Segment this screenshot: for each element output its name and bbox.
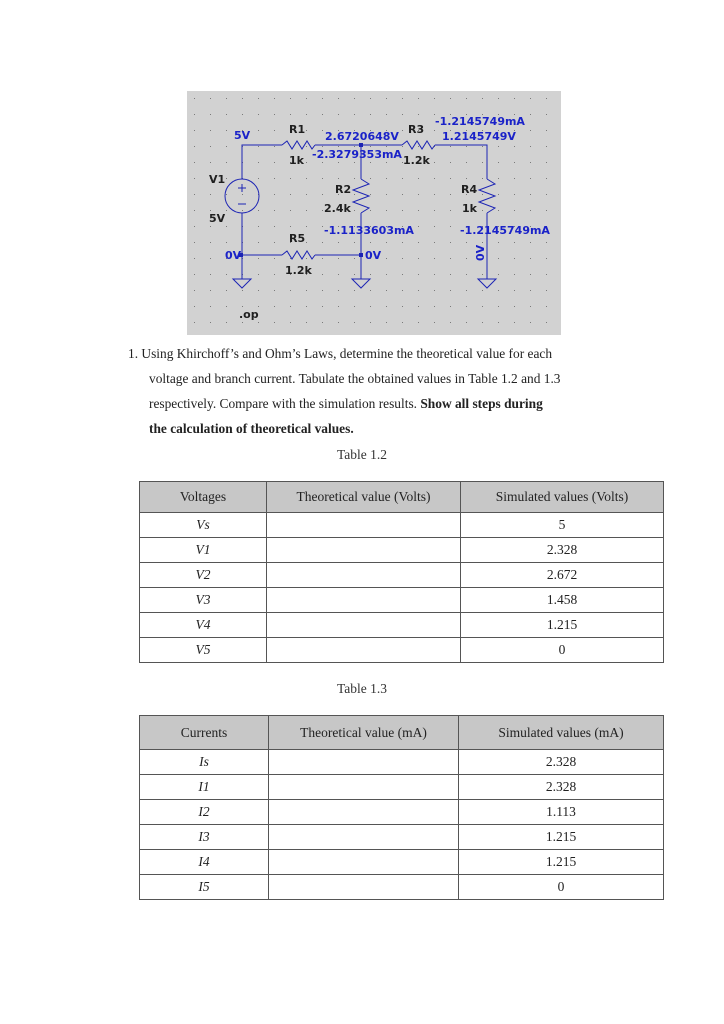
table-row <box>140 750 664 775</box>
table13-header-theoretical: Theoretical value (mA) <box>269 716 459 750</box>
row-symbol: V2 <box>140 563 267 588</box>
circuit-schematic <box>187 91 561 335</box>
simulated-cell: 2.672 <box>461 563 664 588</box>
node-5v-label: 5V <box>234 129 251 142</box>
node-0v-label-3: 0V <box>474 244 487 261</box>
theoretical-cell[interactable] <box>267 563 461 588</box>
r3-name: R3 <box>408 123 425 136</box>
voltage-table <box>139 481 664 663</box>
r1-name: R1 <box>289 123 306 136</box>
table12-caption: Table 1.2 <box>336 447 388 462</box>
table-row <box>140 825 664 850</box>
r1-current: -2.3279353mA <box>312 148 402 161</box>
mid-node-voltage: 2.6720648V <box>325 130 399 143</box>
table13-caption: Table 1.3 <box>336 681 388 696</box>
table-row <box>140 613 664 638</box>
r3-current: -1.2145749mA <box>435 115 525 128</box>
table-row <box>140 775 664 800</box>
table13-header-currents: Currents <box>140 716 269 750</box>
simulated-cell: 1.458 <box>461 588 664 613</box>
current-table <box>139 715 664 900</box>
theoretical-cell[interactable] <box>269 875 459 900</box>
table-row <box>140 800 664 825</box>
theoretical-cell[interactable] <box>267 513 461 538</box>
op-directive: .op <box>239 308 259 321</box>
simulated-cell: 2.328 <box>459 750 664 775</box>
r5-name: R5 <box>289 232 306 245</box>
row-symbol: V3 <box>140 588 267 613</box>
table12-header-simulated: Simulated values (Volts) <box>461 482 664 513</box>
junction-node <box>359 143 363 147</box>
row-symbol: Vs <box>140 513 267 538</box>
row-symbol: I2 <box>140 800 269 825</box>
v1-name: V1 <box>209 173 226 186</box>
row-symbol: V5 <box>140 638 267 663</box>
row-symbol: V4 <box>140 613 267 638</box>
theoretical-cell[interactable] <box>267 638 461 663</box>
row-symbol: I3 <box>140 825 269 850</box>
r2-current: -1.1133603mA <box>324 224 414 237</box>
r4-name: R4 <box>461 183 478 196</box>
question-text-4: the calculation of theoretical values. <box>149 421 354 436</box>
r3-value: 1.2k <box>403 154 430 167</box>
junction-node <box>359 253 363 257</box>
theoretical-cell[interactable] <box>267 613 461 638</box>
theoretical-cell[interactable] <box>267 538 461 563</box>
table-row <box>140 538 664 563</box>
table-row <box>140 513 664 538</box>
theoretical-cell[interactable] <box>269 850 459 875</box>
r5-value: 1.2k <box>285 264 312 277</box>
simulated-cell: 1.113 <box>459 800 664 825</box>
table12-header-row <box>140 482 664 513</box>
r2-value: 2.4k <box>324 202 351 215</box>
table13-header-row <box>140 716 664 750</box>
table-row <box>140 875 664 900</box>
question-line-2: voltage and branch current. Tabulate the obtained values in Table 1.2 and 1.3 <box>149 371 561 386</box>
r3-voltage: 1.2145749V <box>442 130 516 143</box>
table-row <box>140 850 664 875</box>
simulated-cell: 2.328 <box>461 538 664 563</box>
question-line-3 <box>149 392 543 417</box>
table12-header-voltages: Voltages <box>140 482 267 513</box>
theoretical-cell[interactable] <box>269 775 459 800</box>
simulated-cell: 0 <box>461 638 664 663</box>
question-number: 1. <box>128 346 139 361</box>
row-symbol: I5 <box>140 875 269 900</box>
question-text-1: Using Khirchoff’s and Ohm’s Laws, determine the theoretical value for each <box>141 346 553 361</box>
question-line-1 <box>128 342 552 367</box>
simulated-cell: 5 <box>461 513 664 538</box>
theoretical-cell[interactable] <box>269 800 459 825</box>
table13-header-simulated: Simulated values (mA) <box>459 716 664 750</box>
r4-current: -1.2145749mA <box>460 224 550 237</box>
theoretical-cell[interactable] <box>267 588 461 613</box>
row-symbol: I1 <box>140 775 269 800</box>
node-0v-label: 0V <box>225 249 242 262</box>
simulated-cell: 1.215 <box>461 613 664 638</box>
node-0v-label-2: 0V <box>365 249 382 262</box>
table-row <box>140 563 664 588</box>
row-symbol: Is <box>140 750 269 775</box>
row-symbol: V1 <box>140 538 267 563</box>
table-row <box>140 638 664 663</box>
row-symbol: I4 <box>140 850 269 875</box>
r2-name: R2 <box>335 183 352 196</box>
question-text-3a: respectively. Compare with the simulation results. <box>149 396 421 411</box>
simulated-cell: 0 <box>459 875 664 900</box>
table-row <box>140 588 664 613</box>
theoretical-cell[interactable] <box>269 825 459 850</box>
r4-value: 1k <box>462 202 477 215</box>
simulated-cell: 1.215 <box>459 825 664 850</box>
table12-header-theoretical: Theoretical value (Volts) <box>267 482 461 513</box>
question-text-3b: Show all steps during <box>420 396 543 411</box>
theoretical-cell[interactable] <box>269 750 459 775</box>
v1-value: 5V <box>209 212 226 225</box>
question-line-4 <box>149 417 354 442</box>
simulated-cell: 1.215 <box>459 850 664 875</box>
simulated-cell: 2.328 <box>459 775 664 800</box>
r1-value: 1k <box>289 154 304 167</box>
